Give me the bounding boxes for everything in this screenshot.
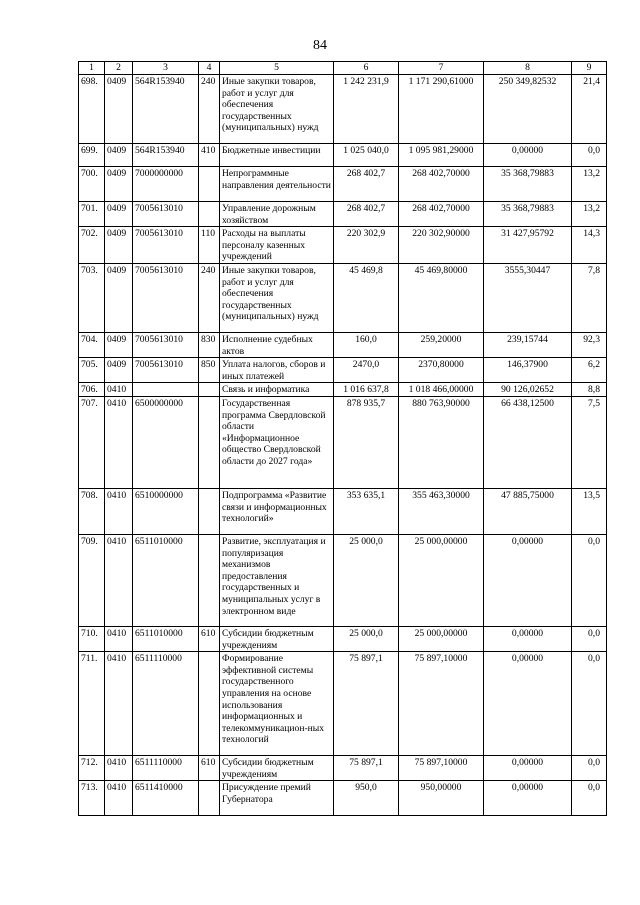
expense-name-cell: Подпрограмма «Развитие связи и информационных технологий»	[220, 488, 334, 534]
execution-percent-cell: 0,0	[572, 534, 607, 626]
table-row	[79, 488, 607, 534]
expense-name-cell: Уплата налогов, сборов и иных платежей	[220, 358, 334, 383]
section-code-cell: 0410	[105, 781, 133, 816]
budget-table	[78, 61, 607, 816]
adjusted-amount-cell: 1 171 290,61000	[399, 75, 484, 144]
execution-percent-cell: 0,0	[572, 781, 607, 816]
row-number-cell: 713.	[79, 781, 105, 816]
target-article-code-cell: 6500000000	[133, 396, 199, 488]
table-row	[79, 383, 607, 397]
executed-amount-cell: 3555,30447	[484, 263, 572, 332]
table-row	[79, 202, 607, 227]
adjusted-amount-cell: 25 000,00000	[399, 626, 484, 651]
expense-name-cell: Субсидии бюджетным учреждениям	[220, 626, 334, 651]
table-row	[79, 75, 607, 144]
expense-type-code-cell: 240	[199, 75, 220, 144]
section-code-cell: 0409	[105, 358, 133, 383]
adjusted-amount-cell: 268 402,70000	[399, 167, 484, 202]
approved-amount-cell: 2470,0	[334, 358, 399, 383]
table-body	[79, 62, 607, 816]
header-cell: 8	[484, 62, 572, 75]
execution-percent-cell: 0,0	[572, 144, 607, 167]
target-article-code-cell: 7005613010	[133, 202, 199, 227]
execution-percent-cell: 0,0	[572, 626, 607, 651]
executed-amount-cell: 250 349,82532	[484, 75, 572, 144]
section-code-cell: 0410	[105, 488, 133, 534]
row-number-cell: 707.	[79, 396, 105, 488]
row-number-cell: 712.	[79, 756, 105, 781]
approved-amount-cell: 950,0	[334, 781, 399, 816]
row-number-cell: 710.	[79, 626, 105, 651]
target-article-code-cell: 6511410000	[133, 781, 199, 816]
expense-name-cell: Присуждение премий Губернатора	[220, 781, 334, 816]
table-header-row	[79, 62, 607, 75]
approved-amount-cell: 25 000,0	[334, 626, 399, 651]
target-article-code-cell: 7005613010	[133, 332, 199, 357]
executed-amount-cell: 0,00000	[484, 534, 572, 626]
expense-type-code-cell	[199, 488, 220, 534]
table-row	[79, 332, 607, 357]
target-article-code-cell: 7005613010	[133, 263, 199, 332]
target-article-code-cell: 6511010000	[133, 626, 199, 651]
expense-type-code-cell: 410	[199, 144, 220, 167]
row-number-cell: 705.	[79, 358, 105, 383]
expense-type-code-cell	[199, 652, 220, 756]
adjusted-amount-cell: 1 095 981,29000	[399, 144, 484, 167]
table-row	[79, 144, 607, 167]
execution-percent-cell: 13,2	[572, 167, 607, 202]
expense-name-cell: Бюджетные инвестиции	[220, 144, 334, 167]
page-number: 84	[313, 38, 327, 53]
expense-name-cell: Управление дорожным хозяйством	[220, 202, 334, 227]
executed-amount-cell: 47 885,75000	[484, 488, 572, 534]
section-code-cell: 0410	[105, 626, 133, 651]
expense-type-code-cell: 830	[199, 332, 220, 357]
section-code-cell: 0410	[105, 396, 133, 488]
section-code-cell: 0409	[105, 227, 133, 264]
target-article-code-cell: 564R153940	[133, 75, 199, 144]
target-article-code-cell: 6511110000	[133, 756, 199, 781]
header-cell: 1	[79, 62, 105, 75]
adjusted-amount-cell: 45 469,80000	[399, 263, 484, 332]
execution-percent-cell: 13,2	[572, 202, 607, 227]
expense-type-code-cell: 610	[199, 756, 220, 781]
adjusted-amount-cell: 75 897,10000	[399, 652, 484, 756]
target-article-code-cell: 7005613010	[133, 358, 199, 383]
expense-type-code-cell	[199, 781, 220, 816]
target-article-code-cell: 7000000000	[133, 167, 199, 202]
executed-amount-cell: 66 438,12500	[484, 396, 572, 488]
section-code-cell: 0409	[105, 332, 133, 357]
header-cell: 7	[399, 62, 484, 75]
target-article-code-cell: 564R153940	[133, 144, 199, 167]
adjusted-amount-cell: 25 000,00000	[399, 534, 484, 626]
header-cell: 3	[133, 62, 199, 75]
target-article-code-cell: 6511010000	[133, 534, 199, 626]
expense-name-cell: Иные закупки товаров, работ и услуг для обеспечения государственных (муниципальных) нужд	[220, 75, 334, 144]
executed-amount-cell: 0,00000	[484, 144, 572, 167]
row-number-cell: 700.	[79, 167, 105, 202]
approved-amount-cell: 1 025 040,0	[334, 144, 399, 167]
adjusted-amount-cell: 950,00000	[399, 781, 484, 816]
table-row	[79, 781, 607, 816]
execution-percent-cell: 7,8	[572, 263, 607, 332]
executed-amount-cell: 0,00000	[484, 652, 572, 756]
row-number-cell: 704.	[79, 332, 105, 357]
row-number-cell: 699.	[79, 144, 105, 167]
table-row	[79, 652, 607, 756]
target-article-code-cell: 6510000000	[133, 488, 199, 534]
table-row	[79, 227, 607, 264]
section-code-cell: 0409	[105, 263, 133, 332]
row-number-cell: 706.	[79, 383, 105, 397]
approved-amount-cell: 353 635,1	[334, 488, 399, 534]
executed-amount-cell: 0,00000	[484, 781, 572, 816]
expense-type-code-cell	[199, 396, 220, 488]
approved-amount-cell: 268 402,7	[334, 202, 399, 227]
approved-amount-cell: 1 242 231,9	[334, 75, 399, 144]
adjusted-amount-cell: 259,20000	[399, 332, 484, 357]
expense-name-cell: Непрограммные направления деятельности	[220, 167, 334, 202]
expense-type-code-cell: 240	[199, 263, 220, 332]
row-number-cell: 709.	[79, 534, 105, 626]
adjusted-amount-cell: 268 402,70000	[399, 202, 484, 227]
executed-amount-cell: 90 126,02652	[484, 383, 572, 397]
target-article-code-cell	[133, 383, 199, 397]
section-code-cell: 0410	[105, 756, 133, 781]
expense-type-code-cell	[199, 383, 220, 397]
execution-percent-cell: 8,8	[572, 383, 607, 397]
execution-percent-cell: 21,4	[572, 75, 607, 144]
section-code-cell: 0409	[105, 144, 133, 167]
adjusted-amount-cell: 2370,80000	[399, 358, 484, 383]
section-code-cell: 0410	[105, 534, 133, 626]
approved-amount-cell: 878 935,7	[334, 396, 399, 488]
executed-amount-cell: 35 368,79883	[484, 167, 572, 202]
adjusted-amount-cell: 880 763,90000	[399, 396, 484, 488]
execution-percent-cell: 14,3	[572, 227, 607, 264]
table-row	[79, 167, 607, 202]
expense-name-cell: Развитие, эксплуатация и популяризация механизмов предоставления государственных и муниципальных услуг в электронном виде	[220, 534, 334, 626]
table-row	[79, 534, 607, 626]
header-cell: 9	[572, 62, 607, 75]
expense-type-code-cell	[199, 534, 220, 626]
expense-type-code-cell: 610	[199, 626, 220, 651]
executed-amount-cell: 0,00000	[484, 626, 572, 651]
target-article-code-cell: 6511110000	[133, 652, 199, 756]
approved-amount-cell: 25 000,0	[334, 534, 399, 626]
expense-name-cell: Субсидии бюджетным учреждениям	[220, 756, 334, 781]
row-number-cell: 708.	[79, 488, 105, 534]
header-cell: 6	[334, 62, 399, 75]
section-code-cell: 0410	[105, 652, 133, 756]
execution-percent-cell: 0,0	[572, 652, 607, 756]
expense-type-code-cell: 850	[199, 358, 220, 383]
expense-type-code-cell: 110	[199, 227, 220, 264]
approved-amount-cell: 160,0	[334, 332, 399, 357]
row-number-cell: 698.	[79, 75, 105, 144]
expense-name-cell: Связь и информатика	[220, 383, 334, 397]
expense-name-cell: Государственная программа Свердловской области «Информационное общество Свердловской области до 2027 года»	[220, 396, 334, 488]
row-number-cell: 703.	[79, 263, 105, 332]
section-code-cell: 0410	[105, 383, 133, 397]
section-code-cell: 0409	[105, 202, 133, 227]
executed-amount-cell: 31 427,95792	[484, 227, 572, 264]
table-row	[79, 756, 607, 781]
adjusted-amount-cell: 75 897,10000	[399, 756, 484, 781]
row-number-cell: 701.	[79, 202, 105, 227]
expense-name-cell: Иные закупки товаров, работ и услуг для обеспечения государственных (муниципальных) нужд	[220, 263, 334, 332]
execution-percent-cell: 0,0	[572, 756, 607, 781]
table-row	[79, 263, 607, 332]
header-cell: 5	[220, 62, 334, 75]
approved-amount-cell: 75 897,1	[334, 652, 399, 756]
expense-name-cell: Исполнение судебных актов	[220, 332, 334, 357]
execution-percent-cell: 7,5	[572, 396, 607, 488]
executed-amount-cell: 35 368,79883	[484, 202, 572, 227]
table-row	[79, 358, 607, 383]
adjusted-amount-cell: 355 463,30000	[399, 488, 484, 534]
header-cell: 4	[199, 62, 220, 75]
execution-percent-cell: 6,2	[572, 358, 607, 383]
approved-amount-cell: 1 016 637,8	[334, 383, 399, 397]
adjusted-amount-cell: 220 302,90000	[399, 227, 484, 264]
executed-amount-cell: 0,00000	[484, 756, 572, 781]
table-row	[79, 626, 607, 651]
expense-type-code-cell	[199, 167, 220, 202]
header-cell: 2	[105, 62, 133, 75]
expense-type-code-cell	[199, 202, 220, 227]
expense-name-cell: Формирование эффективной системы государственного управления на основе использования информационных и телекоммуникацион-ных технологий	[220, 652, 334, 756]
row-number-cell: 711.	[79, 652, 105, 756]
section-code-cell: 0409	[105, 75, 133, 144]
execution-percent-cell: 92,3	[572, 332, 607, 357]
adjusted-amount-cell: 1 018 466,00000	[399, 383, 484, 397]
target-article-code-cell: 7005613010	[133, 227, 199, 264]
approved-amount-cell: 268 402,7	[334, 167, 399, 202]
approved-amount-cell: 220 302,9	[334, 227, 399, 264]
table-row	[79, 396, 607, 488]
executed-amount-cell: 239,15744	[484, 332, 572, 357]
executed-amount-cell: 146,37900	[484, 358, 572, 383]
approved-amount-cell: 75 897,1	[334, 756, 399, 781]
expense-name-cell: Расходы на выплаты персоналу казенных учреждений	[220, 227, 334, 264]
row-number-cell: 702.	[79, 227, 105, 264]
execution-percent-cell: 13,5	[572, 488, 607, 534]
section-code-cell: 0409	[105, 167, 133, 202]
approved-amount-cell: 45 469,8	[334, 263, 399, 332]
